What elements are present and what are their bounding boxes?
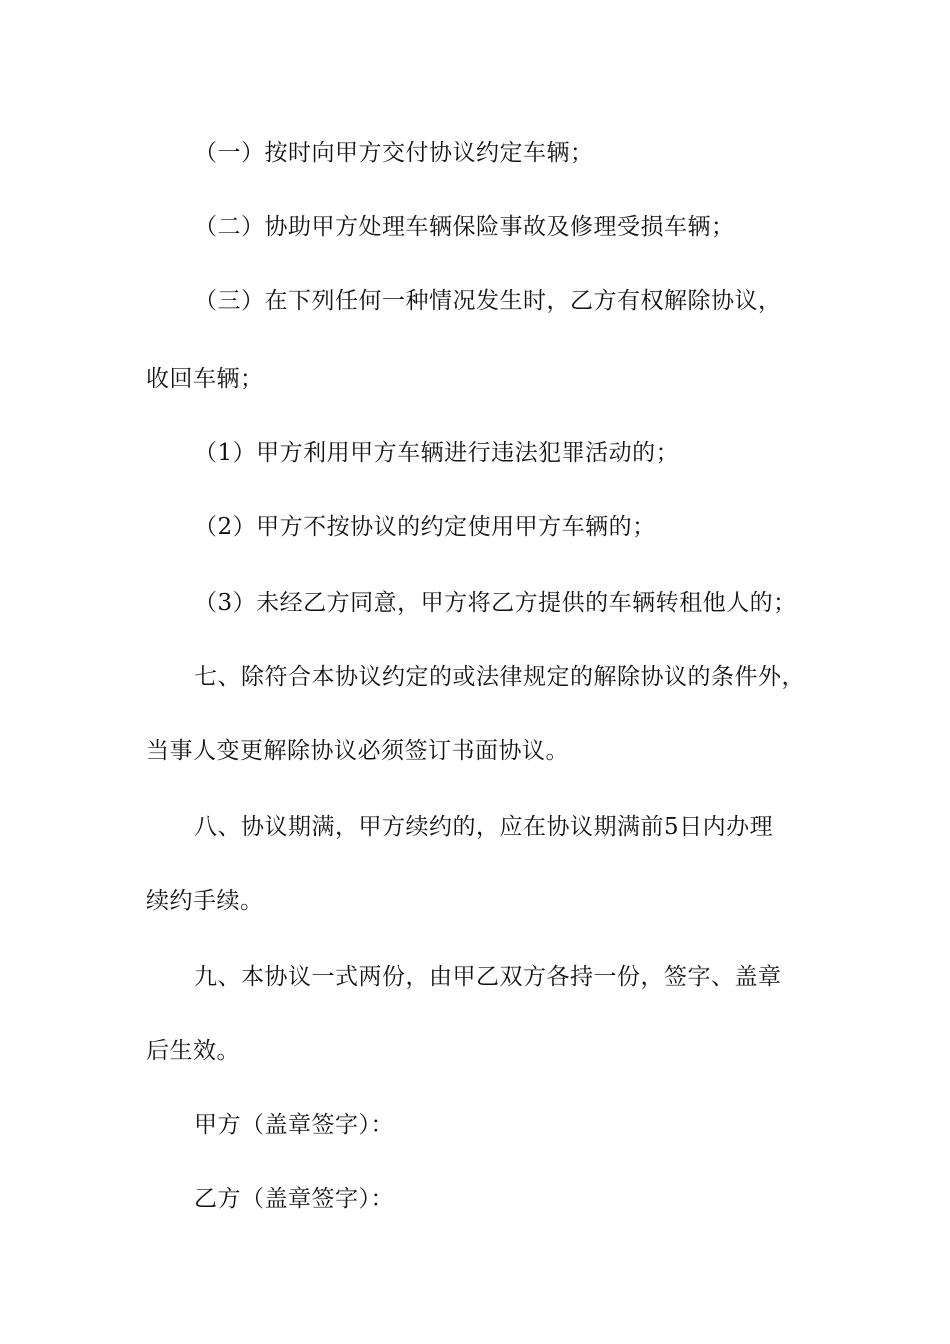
article-8-continued: 续约手续。 [146,888,264,914]
party-b-signature: 乙方（盖章签字）： [194,1186,394,1212]
clause-item-3-continued: 收回车辆； [146,366,264,392]
clause-item-2: （二）协助甲方处理车辆保险事故及修理受损车辆； [194,214,735,240]
clause-item-3: （三）在下列任何一种情况发生时，乙方有权解除协议， [194,288,782,314]
subclause-1: （1）甲方利用甲方车辆进行违法犯罪活动的； [194,440,680,466]
article-7: 七、除符合本协议约定的或法律规定的解除协议的条件外， [194,664,805,690]
party-a-signature: 甲方（盖章签字）： [194,1112,394,1138]
article-9-continued: 后生效。 [146,1038,240,1064]
subclause-2: （2）甲方不按协议的约定使用甲方车辆的； [194,514,656,540]
clause-item-1: （一）按时向甲方交付协议约定车辆； [194,140,594,166]
subclause-3: （3）未经乙方同意，甲方将乙方提供的车辆转租他人的； [194,590,797,616]
article-8: 八、协议期满，甲方续约的，应在协议期满前5日内办理 [194,814,774,840]
article-7-continued: 当事人变更解除协议必须签订书面协议。 [146,738,569,764]
article-9: 九、本协议一式两份，由甲乙双方各持一份，签字、盖章 [194,964,782,990]
